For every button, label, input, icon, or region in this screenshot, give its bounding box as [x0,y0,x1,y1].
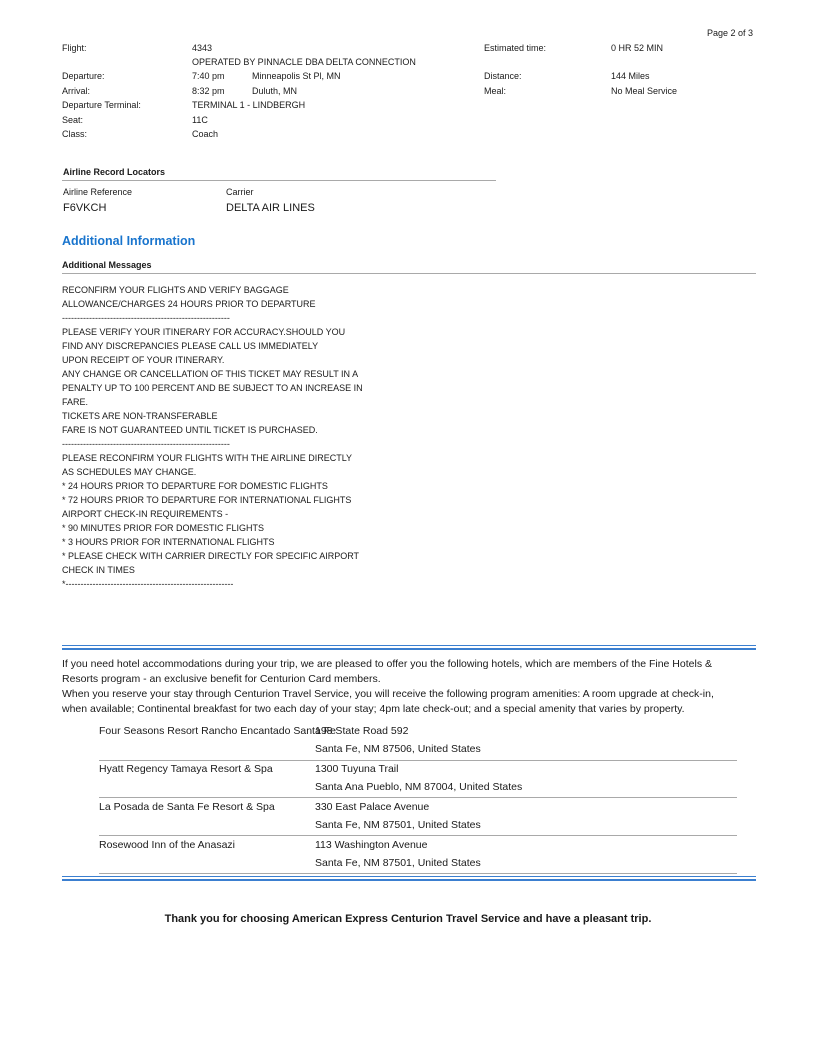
additional-info-title: Additional Information [62,234,196,248]
hotel-address-line1: 198 State Road 592 [315,725,409,737]
hotel-name: Hyatt Regency Tamaya Resort & Spa [99,763,273,775]
flight-label: Flight: [62,43,87,53]
hotels-intro-line: when available; Continental breakfast for two each day of your stay; 4pm late check-out; and a special amenity that varies by property. [62,703,685,715]
estimated-time-label: Estimated time: [484,43,547,53]
hotel-separator [99,760,737,761]
arrival-city: Duluth, MN [252,86,298,96]
operated-by: OPERATED BY PINNACLE DBA DELTA CONNECTION [192,57,416,67]
hotels-intro-line: When you reserve your stay through Centurion Travel Service, you will receive the following program amenities: A room upgrade at check-in, [62,688,714,700]
hotels-intro-line: Resorts program - an exclusive benefit for Centurion Card members. [62,673,381,685]
seat-value: 11C [192,115,208,125]
additional-messages [62,283,363,591]
class-value: Coach [192,129,219,139]
hotel-address-line2: Santa Ana Pueblo, NM 87004, United States [315,781,523,793]
hotels-bottom-divider [62,876,756,881]
hotel-separator [99,797,737,798]
additional-messages-rule [62,273,756,274]
hotel-separator [99,835,737,836]
hotel-name: Rosewood Inn of the Anasazi [99,839,236,851]
terminal-value: TERMINAL 1 - LINDBERGH [192,100,306,110]
hotel-address-line2: Santa Fe, NM 87501, United States [315,819,481,831]
message-line: -------------------------------------------------------- [62,439,230,449]
hotels-intro [62,657,714,717]
record-locators-title: Airline Record Locators [63,167,166,177]
departure-label: Departure: [62,71,105,81]
message-line: *-------------------------------------------------------- [62,579,234,589]
message-line: AS SCHEDULES MAY CHANGE. [62,467,197,477]
col-airline-reference: Airline Reference [63,187,133,197]
hotel-address-line1: 330 East Palace Avenue [315,801,430,813]
message-line: TICKETS ARE NON-TRANSFERABLE [62,411,218,421]
seat-label: Seat: [62,115,84,125]
distance-value: 144 Miles [611,71,650,81]
message-line: * 3 HOURS PRIOR FOR INTERNATIONAL FLIGHTS [62,537,275,547]
meal-value: No Meal Service [611,86,678,96]
message-line: * 90 MINUTES PRIOR FOR DOMESTIC FLIGHTS [62,523,265,533]
hotel-address-line2: Santa Fe, NM 87501, United States [315,857,481,869]
message-line: PLEASE RECONFIRM YOUR FLIGHTS WITH THE AIRLINE DIRECTLY [62,453,353,463]
message-line: FARE. [62,397,89,407]
hotel-name: La Posada de Santa Fe Resort & Spa [99,801,275,813]
message-line: -------------------------------------------------------- [62,313,230,323]
message-line: CHECK IN TIMES [62,565,135,575]
message-line: AIRPORT CHECK-IN REQUIREMENTS - [62,509,229,519]
hotel-address-line1: 1300 Tuyuna Trail [315,763,399,775]
carrier-name: DELTA AIR LINES [226,202,315,214]
message-line: FIND ANY DISCREPANCIES PLEASE CALL US IMMEDIATELY [62,341,319,351]
closing-message: Thank you for choosing American Express Centurion Travel Service and have a pleasant trip. [164,913,652,925]
additional-messages-title: Additional Messages [62,260,152,270]
arrival-label: Arrival: [62,86,91,96]
record-locators-rule [62,180,496,181]
message-line: PLEASE VERIFY YOUR ITINERARY FOR ACCURACY.SHOULD YOU [62,327,346,337]
departure-time: 7:40 pm [192,71,225,81]
terminal-label: Departure Terminal: [62,100,141,110]
message-line: UPON RECEIPT OF YOUR ITINERARY. [62,355,225,365]
message-line: ALLOWANCE/CHARGES 24 HOURS PRIOR TO DEPARTURE [62,299,316,309]
message-line: PENALTY UP TO 100 PERCENT AND BE SUBJECT TO AN INCREASE IN [62,383,363,393]
departure-city: Minneapolis St Pl, MN [252,71,341,81]
message-line: * 72 HOURS PRIOR TO DEPARTURE FOR INTERNATIONAL FLIGHTS [62,495,352,505]
hotels-top-divider [62,645,756,650]
hotel-item [99,800,737,838]
hotel-separator [99,873,737,874]
hotel-item [99,762,737,800]
meal-label: Meal: [484,86,507,96]
hotel-name: Four Seasons Resort Rancho Encantado Santa Fe [99,725,336,737]
hotels-intro-line: If you need hotel accommodations during your trip, we are pleased to offer you the following hotels, which are members of the Fine Hotels & [62,658,712,670]
message-line: FARE IS NOT GUARANTEED UNTIL TICKET IS PURCHASED. [62,425,318,435]
estimated-time-value: 0 HR 52 MIN [611,43,664,53]
record-locator-code: F6VKCH [63,202,107,214]
arrival-time: 8:32 pm [192,86,225,96]
hotel-address-line1: 113 Washington Avenue [315,839,428,851]
flight-number: 4343 [192,43,213,53]
page-number: Page 2 of 3 [707,28,754,38]
message-line: * PLEASE CHECK WITH CARRIER DIRECTLY FOR SPECIFIC AIRPORT [62,551,360,561]
class-label: Class: [62,129,88,139]
hotel-item [99,724,737,762]
hotel-address-line2: Santa Fe, NM 87506, United States [315,743,481,755]
col-carrier: Carrier [226,187,254,197]
message-line: ANY CHANGE OR CANCELLATION OF THIS TICKET MAY RESULT IN A [62,369,359,379]
distance-label: Distance: [484,71,522,81]
hotel-item [99,838,737,876]
message-line: RECONFIRM YOUR FLIGHTS AND VERIFY BAGGAGE [62,285,289,295]
message-line: * 24 HOURS PRIOR TO DEPARTURE FOR DOMESTIC FLIGHTS [62,481,328,491]
